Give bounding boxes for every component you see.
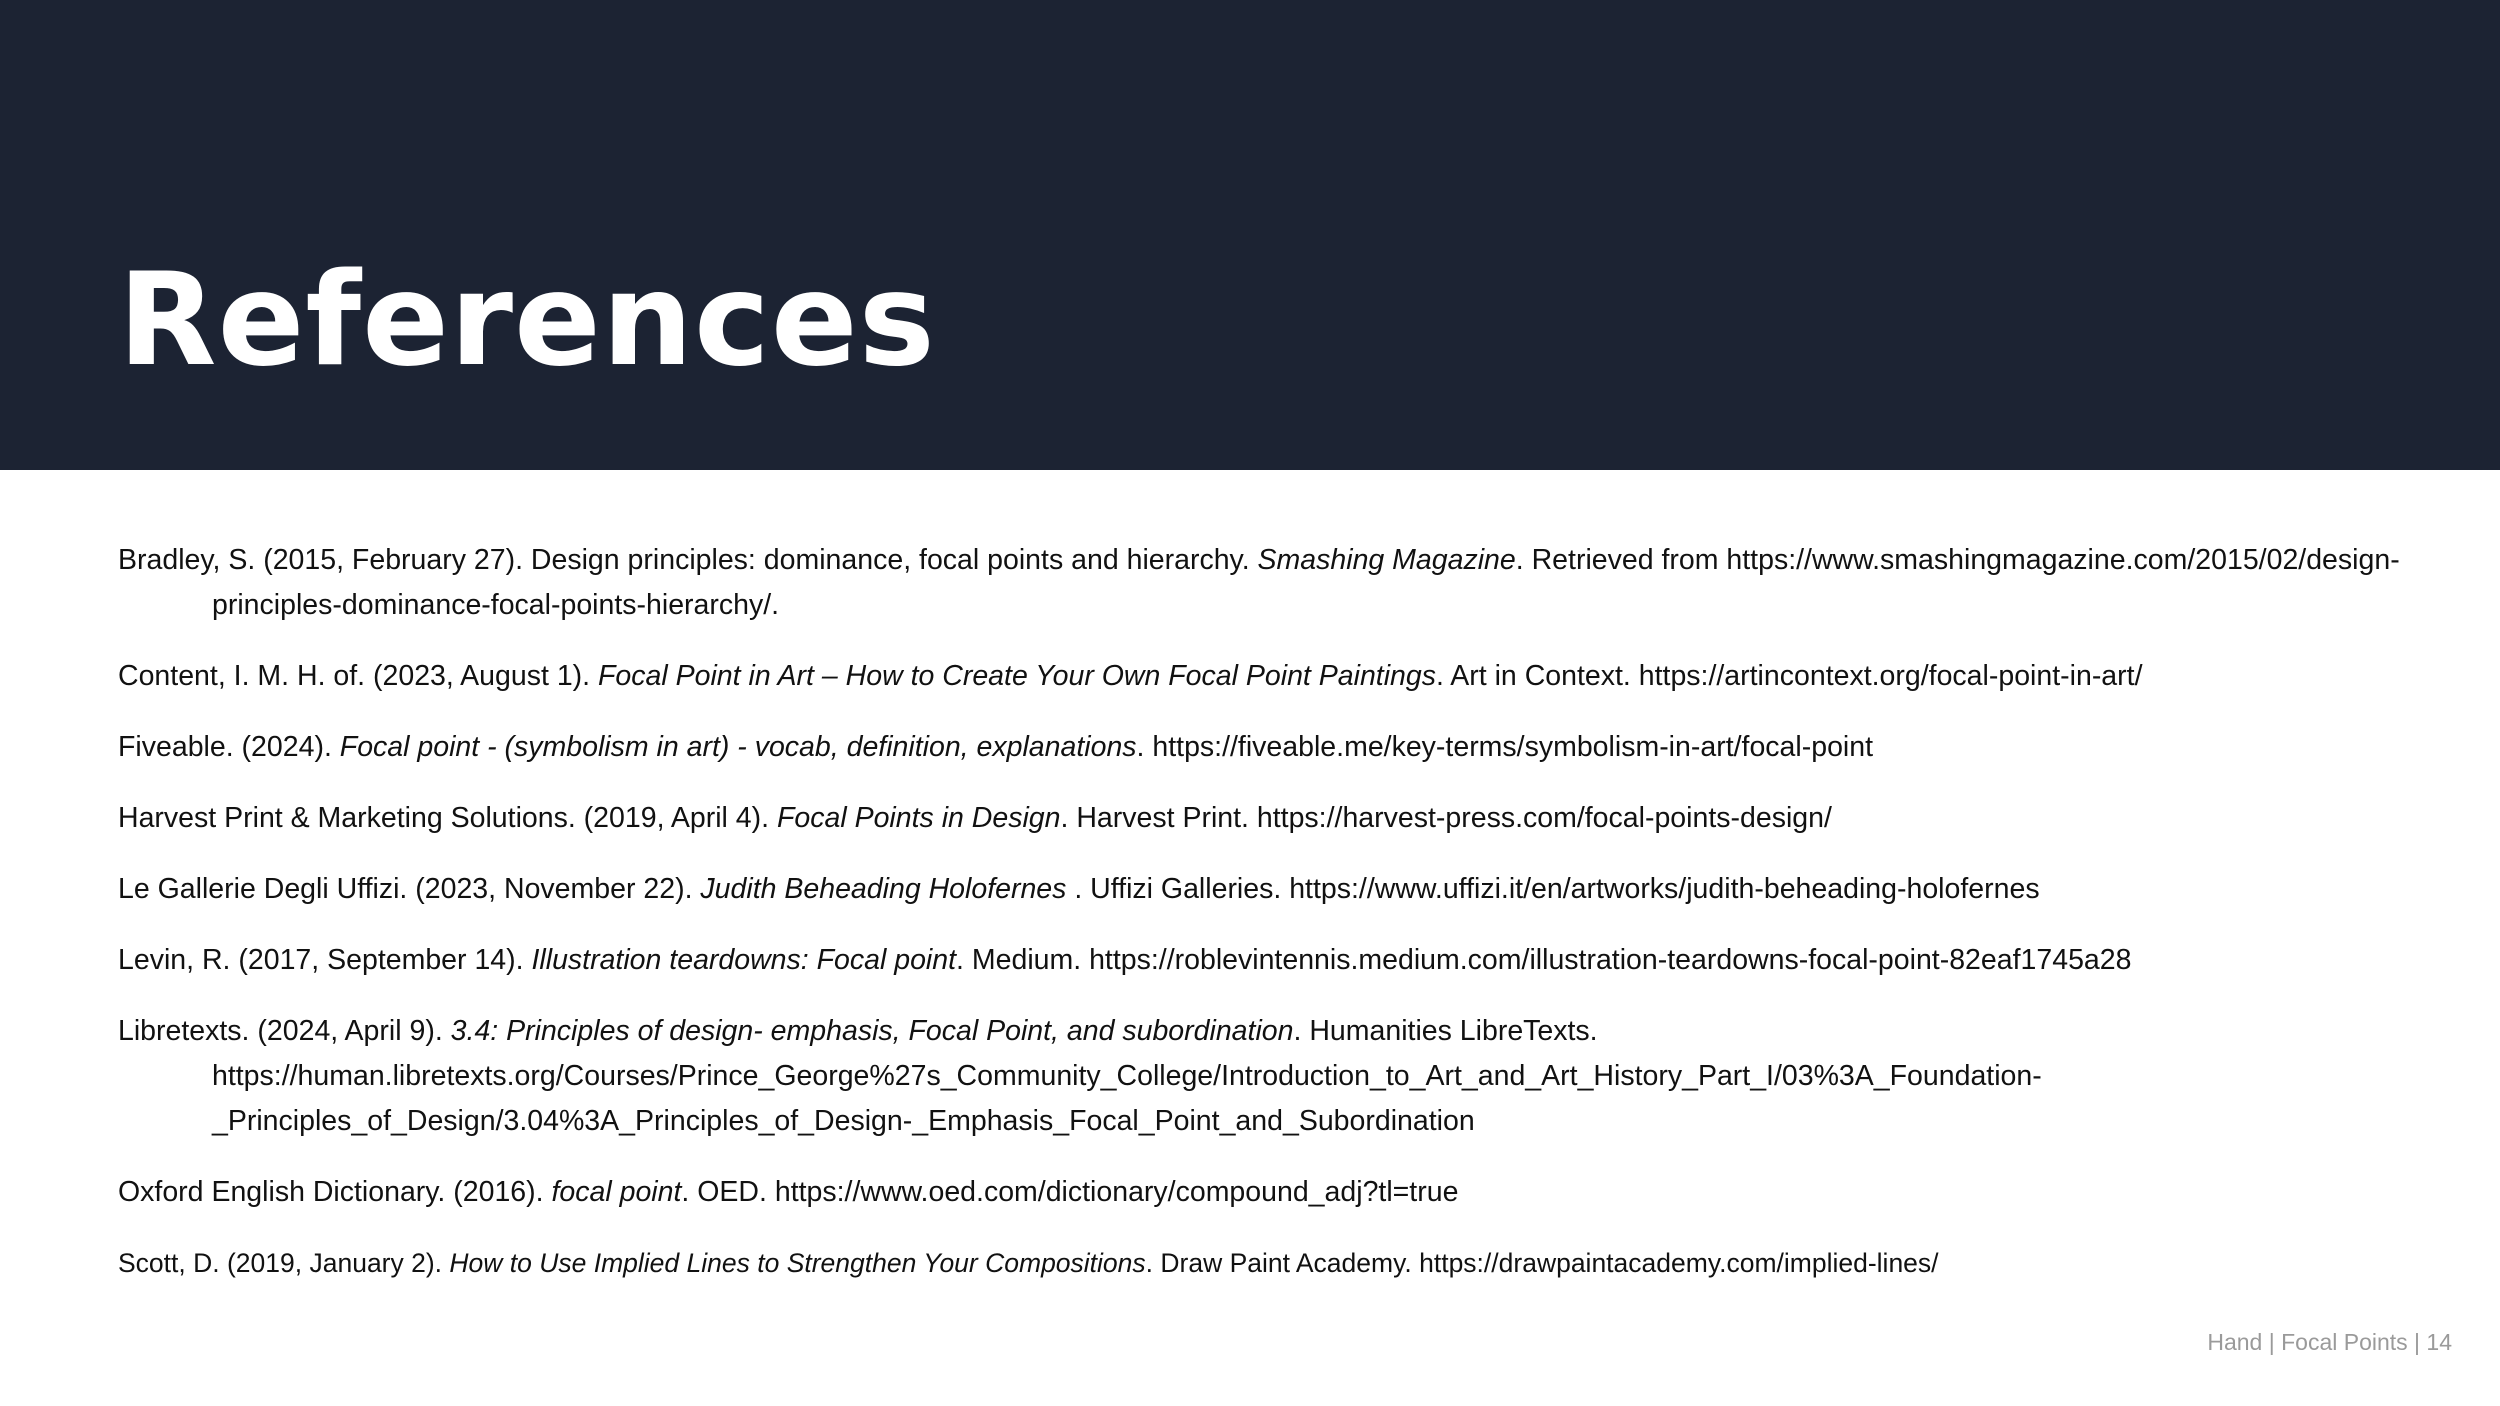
title-banner [0, 0, 2500, 470]
reference-item-oed: Oxford English Dictionary. (2016). focal point. OED. https://www.oed.com/dictionary/compound_adj?tl=true [118, 1176, 1459, 1208]
reference-item-bradley: Bradley, S. (2015, February 27). Design principles: dominance, focal points and hierarchy. Smashing Magazine. Retrieved from https://www.smashingmagazine.com/2015/02/design-principles-dominance-focal-points-hierarchy/. [118, 544, 2400, 621]
reference-list [118, 538, 2448, 1312]
reference-item-scott: Scott, D. (2019, January 2). How to Use Implied Lines to Strengthen Your Compositions. Draw Paint Academy. https://drawpaintacademy.com/implied-lines/ [118, 1248, 1939, 1278]
reference-item-levin: Levin, R. (2017, September 14). Illustration teardowns: Focal point. Medium. https://roblevintennis.medium.com/illustration-teardowns-focal-point-82eaf1745a28 [118, 944, 2132, 976]
slide-footer: Hand | Focal Points | 14 [2207, 1329, 2452, 1355]
reference-item-content: Content, I. M. H. of. (2023, August 1). Focal Point in Art – How to Create Your Own Focal Point Paintings. Art in Context. https://artincontext.org/focal-point-in-art/ [118, 660, 2143, 692]
reference-item-uffizi: Le Gallerie Degli Uffizi. (2023, November 22). Judith Beheading Holofernes . Uffizi Galleries. https://www.uffizi.it/en/artworks/judith-beheading-holofernes [118, 873, 2040, 905]
reference-item-fiveable: Fiveable. (2024). Focal point - (symbolism in art) - vocab, definition, explanations. https://fiveable.me/key-terms/symbolism-in-art/focal-point [118, 731, 1874, 763]
page-title: References [118, 246, 936, 395]
reference-item-libretexts: Libretexts. (2024, April 9). 3.4: Principles of design- emphasis, Focal Point, and subordination. Humanities LibreTexts. https://human.libretexts.org/Courses/Prince_George%27s_Community_College/Introduction_to_Art_and_Art_History_Part_I/03%3A_Foundation-_Principles_of_Design/3.04%3A_Principles_of_Design-_Emphasis_Focal_Point_and_Subordination [118, 1015, 2042, 1137]
reference-item-harvest: Harvest Print & Marketing Solutions. (2019, April 4). Focal Points in Design. Harvest Print. https://harvest-press.com/focal-points-design/ [118, 802, 1832, 834]
